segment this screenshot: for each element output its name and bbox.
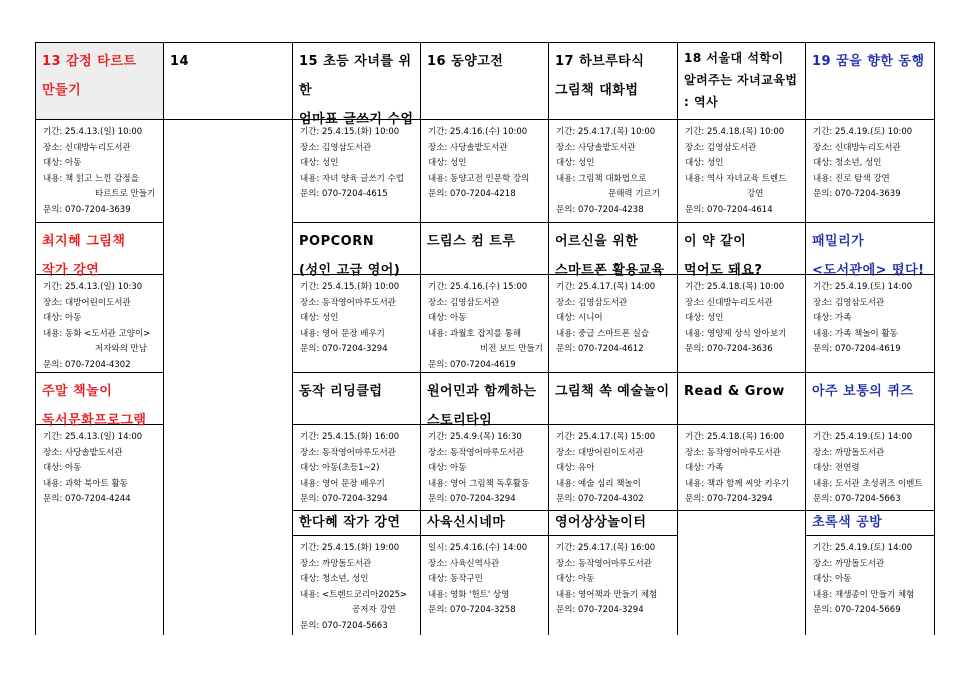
program-title: 주말 책놀이 독서문화프로그램 xyxy=(42,384,147,428)
program-detail-line: 기간: 25.4.15.(화) 10:00 xyxy=(300,282,400,292)
program-detail-line: 대상: 가족 xyxy=(685,463,724,474)
program-detail-line: 대상: 아동 xyxy=(556,574,595,585)
program-detail-line: 문해력 기르기 xyxy=(608,189,660,200)
program-details xyxy=(36,275,163,373)
program-detail-line: 대상: 가족 xyxy=(813,313,852,324)
program-detail-line: 내용: 동화 <도서관 고양이> xyxy=(43,328,151,339)
program-title-cell xyxy=(549,223,677,278)
program-title: 한다혜 작가 강연 xyxy=(299,515,401,530)
program-details xyxy=(549,120,677,223)
program-details xyxy=(421,536,548,635)
program-detail-line: 내용: 자녀 양육 글쓰기 수업 xyxy=(300,173,404,184)
program-title-cell xyxy=(421,373,548,428)
program-title-cell xyxy=(549,373,677,425)
program-details xyxy=(293,425,420,511)
program-detail-line: 장소: 대방어린이도서관 xyxy=(556,447,644,458)
program-detail-line: 문의: 070-7204-3639 xyxy=(43,204,131,215)
program-detail-line: 기간: 25.4.18.(목) 10:00 xyxy=(685,282,785,292)
program-detail-line: 내용: 과월호 잡지를 통해 xyxy=(428,328,522,339)
program-title: 15 초등 자녀를 위한 엄마표 글쓰기 수업 xyxy=(299,54,414,127)
program-title-cell xyxy=(36,373,163,428)
program-title: 16 동양고전 xyxy=(427,54,504,69)
program-detail-line: 일시: 25.4.16.(수) 14:00 xyxy=(428,543,528,553)
program-detail-line: 장소: 까망돌도서관 xyxy=(300,558,372,569)
program-title: 초록색 공방 xyxy=(812,515,883,530)
program-detail-line: 기간: 25.4.16.(수) 15:00 xyxy=(428,282,528,292)
program-detail-line: 문의: 070-7204-3294 xyxy=(300,494,388,505)
program-detail-line: 장소: 신대방누리도서관 xyxy=(813,142,901,153)
program-detail-line: 내용: 재생종이 만들기 체험 xyxy=(813,589,915,600)
program-detail-line: 장소: 신대방누리도서관 xyxy=(685,297,773,308)
program-detail-line: 장소: 사육신역사관 xyxy=(428,558,500,569)
program-detail-line: 기간: 25.4.18.(목) 16:00 xyxy=(685,432,785,442)
program-detail-line: 문의: 070-7204-3636 xyxy=(685,344,773,355)
program-title: POPCORN (성인 고급 영어) xyxy=(299,234,401,278)
program-detail-line: 문의: 070-7204-4238 xyxy=(556,204,644,215)
program-detail-line: 대상: 아동 xyxy=(428,313,467,324)
program-detail-line: 문의: 070-7204-3258 xyxy=(428,605,516,616)
program-details xyxy=(421,275,548,373)
program-detail-line: 장소: 동작영어마루도서관 xyxy=(685,447,781,458)
program-details xyxy=(678,120,805,223)
program-detail-line: 장소: 동작영어마루도서관 xyxy=(300,297,396,308)
program-detail-line: 강연 xyxy=(747,189,764,200)
program-detail-line: 대상: 성인 xyxy=(300,158,339,169)
program-title-cell xyxy=(678,223,805,278)
day-column xyxy=(806,43,935,635)
program-detail-line: 문의: 070-7204-3294 xyxy=(428,494,516,505)
program-title-cell xyxy=(806,511,934,536)
program-title: 14 xyxy=(170,54,190,69)
program-title: 어르신을 위한 스마트폰 활용교육 xyxy=(555,234,665,278)
program-title-cell xyxy=(164,43,292,120)
program-details xyxy=(293,120,420,223)
program-title: 드림스 컴 트루 xyxy=(427,234,516,249)
program-detail-line: 기간: 25.4.19.(토) 14:00 xyxy=(813,432,913,442)
program-title-cell xyxy=(36,43,163,120)
program-title: 13 감정 타르트 만들기 xyxy=(42,54,137,98)
program-detail-line: 내용: 영어 그림책 독후활동 xyxy=(428,478,530,489)
program-title-cell xyxy=(293,511,420,536)
program-title-cell xyxy=(36,223,163,278)
program-detail-line: 대상: 아동(초등1~2) xyxy=(300,463,380,474)
program-detail-line: 공저자 강연 xyxy=(352,605,396,616)
program-title-cell xyxy=(678,43,805,120)
program-detail-line: 내용: 중급 스마트폰 실습 xyxy=(556,328,650,339)
program-detail-line: 문의: 070-7204-3294 xyxy=(556,605,644,616)
program-detail-line: 내용: 과학 북아트 활동 xyxy=(43,478,128,489)
program-detail-line: 장소: 김영삼도서관 xyxy=(300,142,372,153)
program-detail-line: 문의: 070-7204-4619 xyxy=(428,359,516,370)
program-detail-line: 문의: 070-7204-4302 xyxy=(556,494,644,505)
program-detail-line: 기간: 25.4.17.(목) 14:00 xyxy=(556,282,656,292)
program-detail-line: 장소: 김영삼도서관 xyxy=(428,297,500,308)
program-details xyxy=(549,425,677,511)
program-detail-line: 장소: 동작영어마루도서관 xyxy=(300,447,396,458)
program-detail-line: 문의: 070-7204-4612 xyxy=(556,344,644,355)
program-detail-line: 장소: 동작영어마루도서관 xyxy=(428,447,524,458)
program-title-cell xyxy=(806,223,934,278)
program-detail-line: 장소: 신대방누리도서관 xyxy=(43,142,131,153)
program-detail-line: 문의: 070-7204-3294 xyxy=(685,494,773,505)
program-detail-line: 기간: 25.4.19.(토) 14:00 xyxy=(813,282,913,292)
program-detail-line: 장소: 사당솔밭도서관 xyxy=(428,142,508,153)
program-details xyxy=(806,275,934,373)
program-details xyxy=(806,425,934,511)
program-detail-line: 기간: 25.4.17.(목) 16:00 xyxy=(556,543,656,553)
program-detail-line: 내용: 예술 심리 책놀이 xyxy=(556,478,641,489)
program-details xyxy=(36,120,163,223)
program-detail-line: 기간: 25.4.9.(목) 16:30 xyxy=(428,432,522,442)
program-detail-line: 문의: 070-7204-3639 xyxy=(813,189,901,200)
program-detail-line: 내용: 도서관 초성퀴즈 이벤트 xyxy=(813,478,923,489)
program-detail-line: 대상: 동작구민 xyxy=(428,574,483,585)
program-details xyxy=(678,275,805,373)
program-detail-line: 내용: <트렌드코리아2025> xyxy=(300,589,408,600)
program-title: 이 약 같이 먹어도 돼요? xyxy=(684,234,763,278)
program-details xyxy=(293,275,420,373)
program-detail-line: 기간: 25.4.13.(일) 10:30 xyxy=(43,282,143,292)
program-detail-line: 문의: 070-7204-5669 xyxy=(813,605,901,616)
program-detail-line: 대상: 성인 xyxy=(685,158,724,169)
program-detail-line: 대상: 성인 xyxy=(300,313,339,324)
program-details xyxy=(421,120,548,223)
program-detail-line: 내용: 가족 책놀이 활동 xyxy=(813,328,898,339)
program-detail-line: 기간: 25.4.18.(목) 10:00 xyxy=(685,127,785,137)
program-detail-line: 문의: 070-7204-4218 xyxy=(428,189,516,200)
program-detail-line: 기간: 25.4.15.(화) 16:00 xyxy=(300,432,400,442)
program-title: 원어민과 함께하는 스토리타임 xyxy=(427,384,537,428)
program-title: 그림책 쏙 예술놀이 xyxy=(555,384,670,399)
program-detail-line: 비전 보드 만들기 xyxy=(480,344,543,355)
program-detail-line: 문의: 070-7204-5663 xyxy=(813,494,901,505)
program-title: 아주 보통의 퀴즈 xyxy=(812,384,914,399)
program-detail-line: 저자와의 만남 xyxy=(95,344,147,355)
program-detail-line: 기간: 25.4.19.(토) 10:00 xyxy=(813,127,913,137)
program-details xyxy=(421,425,548,511)
program-title: Read & Grow xyxy=(684,384,785,399)
program-detail-line: 문의: 070-7204-3294 xyxy=(300,344,388,355)
program-detail-line: 내용: 영화 '헌트' 상영 xyxy=(428,589,510,600)
program-detail-line: 내용: 동양고전 인문학 강의 xyxy=(428,173,530,184)
program-detail-line: 장소: 사당솔밭도서관 xyxy=(43,447,123,458)
program-detail-line: 대상: 성인 xyxy=(428,158,467,169)
program-detail-line: 타르트로 만들기 xyxy=(95,189,156,200)
program-detail-line: 내용: 역사 자녀교육 트렌드 xyxy=(685,173,787,184)
program-details xyxy=(549,275,677,373)
day-column xyxy=(678,43,806,635)
program-detail-line: 장소: 사당솔밭도서관 xyxy=(556,142,636,153)
program-detail-line: 대상: 유아 xyxy=(556,463,595,474)
program-title: 18 서울대 석학이 알려주는 자녀교육법 : 역사 xyxy=(684,51,798,109)
program-detail-line: 문의: 070-7204-5663 xyxy=(300,620,388,631)
program-details xyxy=(293,536,420,635)
program-detail-line: 기간: 25.4.17.(목) 10:00 xyxy=(556,127,656,137)
program-detail-line: 기간: 25.4.19.(토) 14:00 xyxy=(813,543,913,553)
program-title-cell xyxy=(549,43,677,120)
program-details xyxy=(36,425,163,635)
program-detail-line: 기간: 25.4.13.(일) 10:00 xyxy=(43,127,143,137)
program-detail-line: 대상: 시니어 xyxy=(556,313,603,324)
program-title-cell xyxy=(421,511,548,536)
program-title-cell xyxy=(293,373,420,425)
program-detail-line: 기간: 25.4.17.(목) 15:00 xyxy=(556,432,656,442)
program-detail-line: 내용: 영어책과 만들기 체험 xyxy=(556,589,658,600)
program-details xyxy=(678,425,805,511)
day-column xyxy=(164,43,293,635)
program-detail-line: 내용: 영양제 상식 알아보기 xyxy=(685,328,787,339)
program-title: 19 꿈을 향한 동행 xyxy=(812,54,925,69)
program-detail-line: 장소: 김영삼도서관 xyxy=(685,142,757,153)
program-title-cell xyxy=(421,43,548,120)
program-detail-line: 내용: 영어 문장 배우기 xyxy=(300,328,385,339)
program-detail-line: 장소: 까망돌도서관 xyxy=(813,447,885,458)
program-detail-line: 내용: 진로 탐색 강연 xyxy=(813,173,890,184)
program-details xyxy=(806,536,934,635)
day-column xyxy=(293,43,421,635)
program-detail-line: 기간: 25.4.13.(일) 14:00 xyxy=(43,432,143,442)
program-details xyxy=(549,536,677,635)
program-detail-line: 내용: 그림책 대화법으로 xyxy=(556,173,647,184)
program-detail-line: 내용: 책과 함께 씨앗 키우기 xyxy=(685,478,789,489)
program-detail-line: 문의: 070-7204-4614 xyxy=(685,204,773,215)
program-detail-line: 대상: 전연령 xyxy=(813,463,860,474)
program-title-cell xyxy=(421,223,548,275)
program-title-cell xyxy=(293,43,420,127)
program-title: 최지혜 그림책 작가 강연 xyxy=(42,234,126,278)
program-detail-line: 대상: 아동 xyxy=(43,313,82,324)
program-title: 사육신시네마 xyxy=(427,515,506,530)
program-detail-line: 대상: 성인 xyxy=(556,158,595,169)
program-details xyxy=(164,120,292,635)
program-title: 패밀리가 <도서관에> 떴다! xyxy=(812,234,925,278)
program-title-cell xyxy=(549,511,677,536)
program-title-cell xyxy=(293,223,420,278)
program-detail-line: 대상: 아동 xyxy=(43,463,82,474)
day-column xyxy=(549,43,678,635)
program-detail-line: 내용: 영어 문장 배우기 xyxy=(300,478,385,489)
program-detail-line: 대상: 청소년, 성인 xyxy=(813,158,882,169)
program-detail-line: 내용: 책 읽고 느낀 감정을 xyxy=(43,173,139,184)
program-detail-line: 장소: 까망돌도서관 xyxy=(813,558,885,569)
program-detail-line: 문의: 070-7204-4619 xyxy=(813,344,901,355)
program-detail-line: 기간: 25.4.15.(화) 19:00 xyxy=(300,543,400,553)
program-detail-line: 대상: 아동 xyxy=(43,158,82,169)
weekly-program-calendar xyxy=(35,42,935,635)
program-title-cell xyxy=(678,373,805,425)
program-title-cell xyxy=(806,373,934,425)
program-detail-line: 대상: 청소년, 성인 xyxy=(300,574,369,585)
program-detail-line: 장소: 대방어린이도서관 xyxy=(43,297,131,308)
program-detail-line: 장소: 동작영어마루도서관 xyxy=(556,558,652,569)
program-detail-line: 문의: 070-7204-4244 xyxy=(43,494,131,505)
program-detail-line: 기간: 25.4.16.(수) 10:00 xyxy=(428,127,528,137)
day-column xyxy=(421,43,549,635)
program-detail-line: 대상: 아동 xyxy=(813,574,852,585)
program-detail-line: 기간: 25.4.15.(화) 10:00 xyxy=(300,127,400,137)
program-details xyxy=(806,120,934,223)
program-detail-line: 대상: 성인 xyxy=(685,313,724,324)
program-detail-line: 문의: 070-7204-4302 xyxy=(43,359,131,370)
program-title-cell xyxy=(806,43,934,120)
program-detail-line: 문의: 070-7204-4615 xyxy=(300,189,388,200)
program-title: 동작 리딩클럽 xyxy=(299,384,383,399)
day-column xyxy=(36,43,164,635)
program-detail-line: 장소: 김영삼도서관 xyxy=(556,297,628,308)
program-title: 영어상상놀이터 xyxy=(555,515,647,530)
program-title: 17 하브루타식 그림책 대화법 xyxy=(555,54,645,98)
program-detail-line: 대상: 아동 xyxy=(428,463,467,474)
program-detail-line: 장소: 김영삼도서관 xyxy=(813,297,885,308)
